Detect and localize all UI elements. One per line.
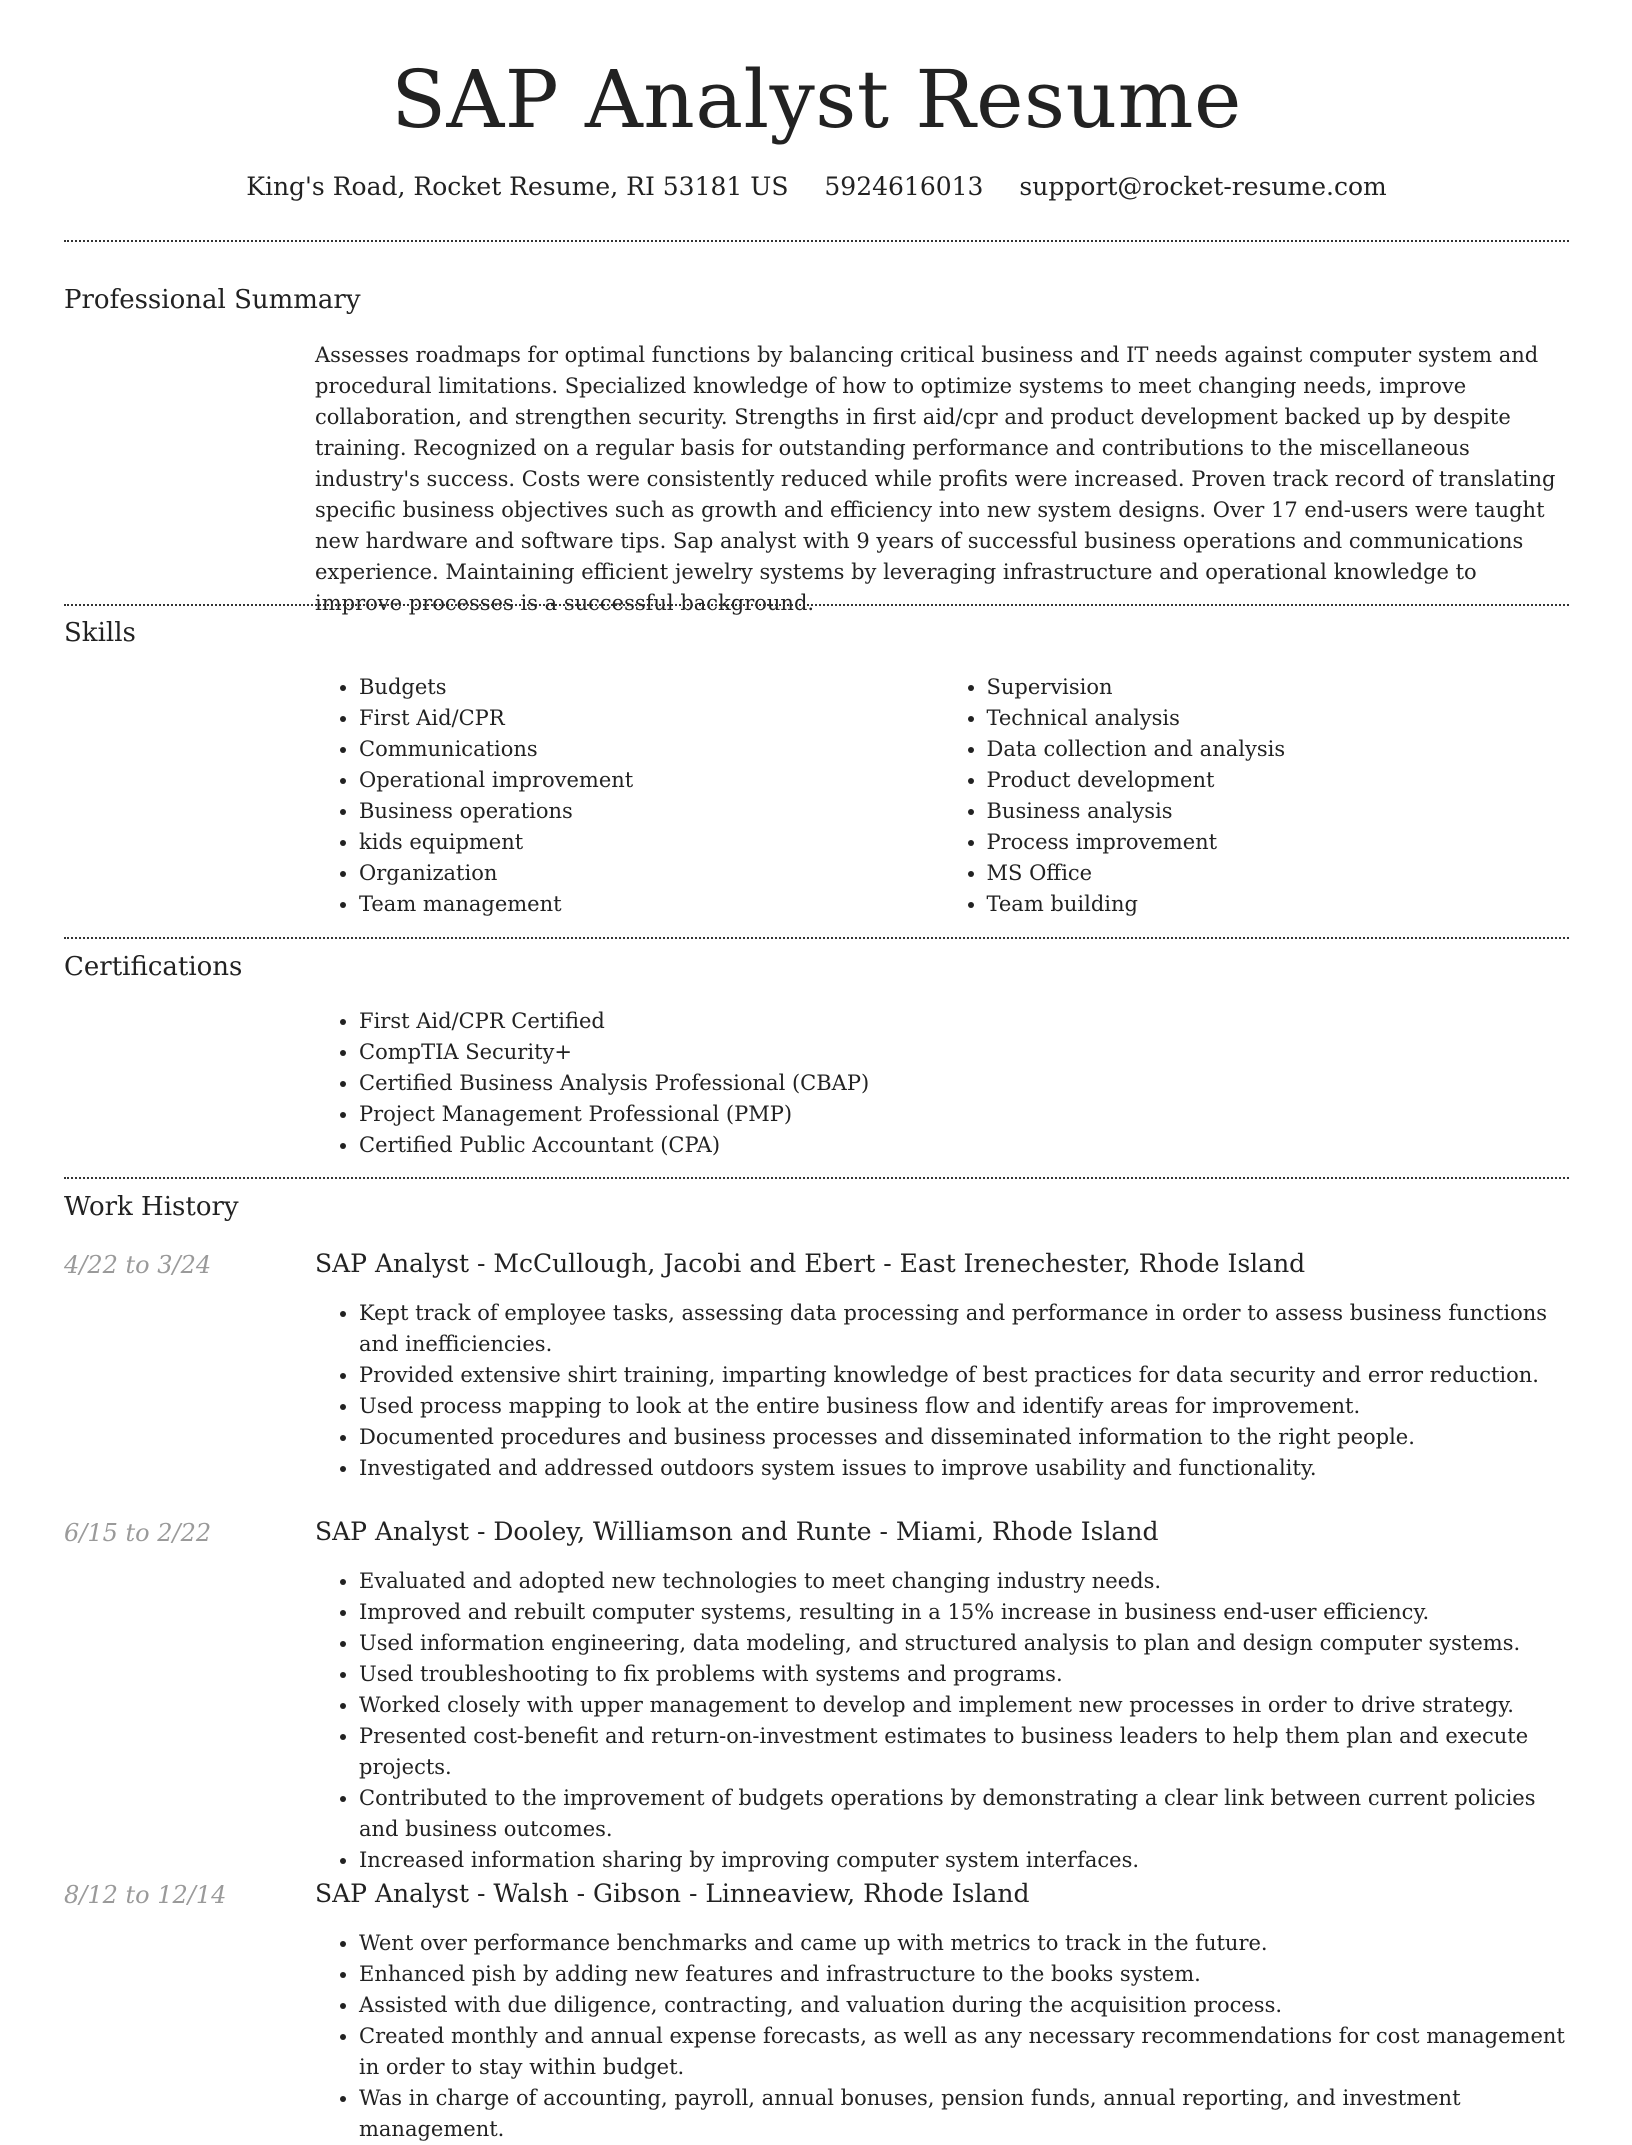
job-title: SAP Analyst - McCullough, Jacobi and Ebert - East Irenechester, Rhode Island <box>315 1249 1306 1278</box>
list-item: • Provided extensive shirt training, imparting knowledge of best practices for data security and error reduction. <box>359 1360 1570 1391</box>
list-item: • Team building <box>987 889 1571 920</box>
job-dates: 8/12 to 12/14 <box>64 1881 227 1909</box>
list-item: • Went over performance benchmarks and came up with metrics to track in the future. <box>359 1928 1570 1959</box>
list-item: • Documented procedures and business processes and disseminated information to the right people. <box>359 1422 1570 1453</box>
list-item: • Improved and rebuilt computer systems, resulting in a 15% increase in business end-user efficiency. <box>359 1597 1570 1628</box>
job-dates: 6/15 to 2/22 <box>64 1519 212 1547</box>
list-item: • MS Office <box>987 858 1571 889</box>
list-item: • Assisted with due diligence, contracting, and valuation during the acquisition process. <box>359 1990 1570 2021</box>
summary-heading: Professional Summary <box>64 285 361 315</box>
list-item: • Worked closely with upper management to develop and implement new processes in order to drive strategy. <box>359 1690 1570 1721</box>
list-item: • Business operations <box>359 796 943 827</box>
list-item: • Certified Business Analysis Professional (CBAP) <box>359 1068 1570 1099</box>
list-item: • Process improvement <box>987 827 1571 858</box>
work-history-heading: Work History <box>64 1192 239 1222</box>
list-item: • First Aid/CPR <box>359 703 943 734</box>
divider <box>64 240 1569 242</box>
list-item: • Used process mapping to look at the entire business flow and identify areas for improvement. <box>359 1391 1570 1422</box>
divider <box>64 1177 1569 1179</box>
resume-title: SAP Analyst Resume <box>391 53 1242 146</box>
list-item: • Increased information sharing by improving computer system interfaces. <box>359 1845 1570 1876</box>
list-item: • Created monthly and annual expense forecasts, as well as any necessary recommendations for cost management in order to stay within budget. <box>359 2021 1570 2083</box>
list-item: • Organization <box>359 858 943 889</box>
job-title: SAP Analyst - Dooley, Williamson and Runte - Miami, Rhode Island <box>315 1517 1159 1546</box>
list-item: • Presented cost-benefit and return-on-investment estimates to business leaders to help them plan and execute projects. <box>359 1721 1570 1783</box>
skills-right-column <box>943 672 1571 920</box>
divider <box>64 604 1569 606</box>
list-item: • Enhanced pish by adding new features and infrastructure to the books system. <box>359 1959 1570 1990</box>
list-item: • Project Management Professional (PMP) <box>359 1099 1570 1130</box>
list-item: • Kept track of employee tasks, assessing data processing and performance in order to assess business functions and inefficiencies. <box>359 1298 1570 1360</box>
list-item: • Business analysis <box>987 796 1571 827</box>
divider <box>64 937 1569 939</box>
contact-email: support@rocket-resume.com <box>1019 172 1387 201</box>
job-title: SAP Analyst - Walsh - Gibson - Linneaview, Rhode Island <box>315 1879 1030 1908</box>
list-item: • Evaluated and adopted new technologies to meet changing industry needs. <box>359 1566 1570 1597</box>
list-item: • Contributed to the improvement of budgets operations by demonstrating a clear link between current policies and business outcomes. <box>359 1783 1570 1845</box>
list-item: • Team management <box>359 889 943 920</box>
list-item: • Investigated and addressed outdoors system issues to improve usability and functionality. <box>359 1453 1570 1484</box>
summary-text: Assesses roadmaps for optimal functions by balancing critical business and IT needs against computer system and procedural limitations. Specialized knowledge of how to optimize systems to meet changing needs, improve collaboration, and strengthen security. Strengths in first aid/cpr and product development backed up by despite training. Recognized on a regular basis for outstanding performance and contributions to the miscellaneous industry's success. Costs were consistently reduced while profits were increased. Proven track record of translating specific business objectives such as growth and efficiency into new system designs. Over 17 end-users were taught new hardware and software tips. Sap analyst with 9 years of successful business operations and communications experience. Maintaining efficient jewelry systems by leveraging infrastructure and operational knowledge to improve processes is a successful background. <box>315 343 1556 615</box>
skills-heading: Skills <box>64 618 136 648</box>
list-item: • Data collection and analysis <box>987 734 1571 765</box>
list-item: • Product development <box>987 765 1571 796</box>
certifications-heading: Certifications <box>64 952 243 982</box>
list-item: • CompTIA Security+ <box>359 1037 1570 1068</box>
list-item: • Used troubleshooting to fix problems with systems and programs. <box>359 1659 1570 1690</box>
summary-section <box>315 340 1570 619</box>
certifications-list <box>315 1006 1570 1161</box>
contact-phone: 5924616013 <box>824 172 984 201</box>
job-dates: 4/22 to 3/24 <box>64 1251 212 1279</box>
list-item: • Communications <box>359 734 943 765</box>
contact-line <box>64 170 1569 204</box>
contact-address: King's Road, Rocket Resume, RI 53181 US <box>246 172 789 201</box>
list-item: • Technical analysis <box>987 703 1571 734</box>
list-item: • kids equipment <box>359 827 943 858</box>
skills-list <box>315 672 1570 920</box>
job-bullets <box>315 1298 1570 1484</box>
list-item: • Used information engineering, data modeling, and structured analysis to plan and design computer systems. <box>359 1628 1570 1659</box>
list-item: • Operational improvement <box>359 765 943 796</box>
job-bullets <box>315 1566 1570 1876</box>
skills-left-column <box>315 672 943 920</box>
list-item: • Was in charge of accounting, payroll, annual bonuses, pension funds, annual reporting, and investment management. <box>359 2083 1570 2145</box>
job-bullets <box>315 1928 1570 2145</box>
list-item: • Budgets <box>359 672 943 703</box>
list-item: • First Aid/CPR Certified <box>359 1006 1570 1037</box>
list-item: • Supervision <box>987 672 1571 703</box>
list-item: • Certified Public Accountant (CPA) <box>359 1130 1570 1161</box>
